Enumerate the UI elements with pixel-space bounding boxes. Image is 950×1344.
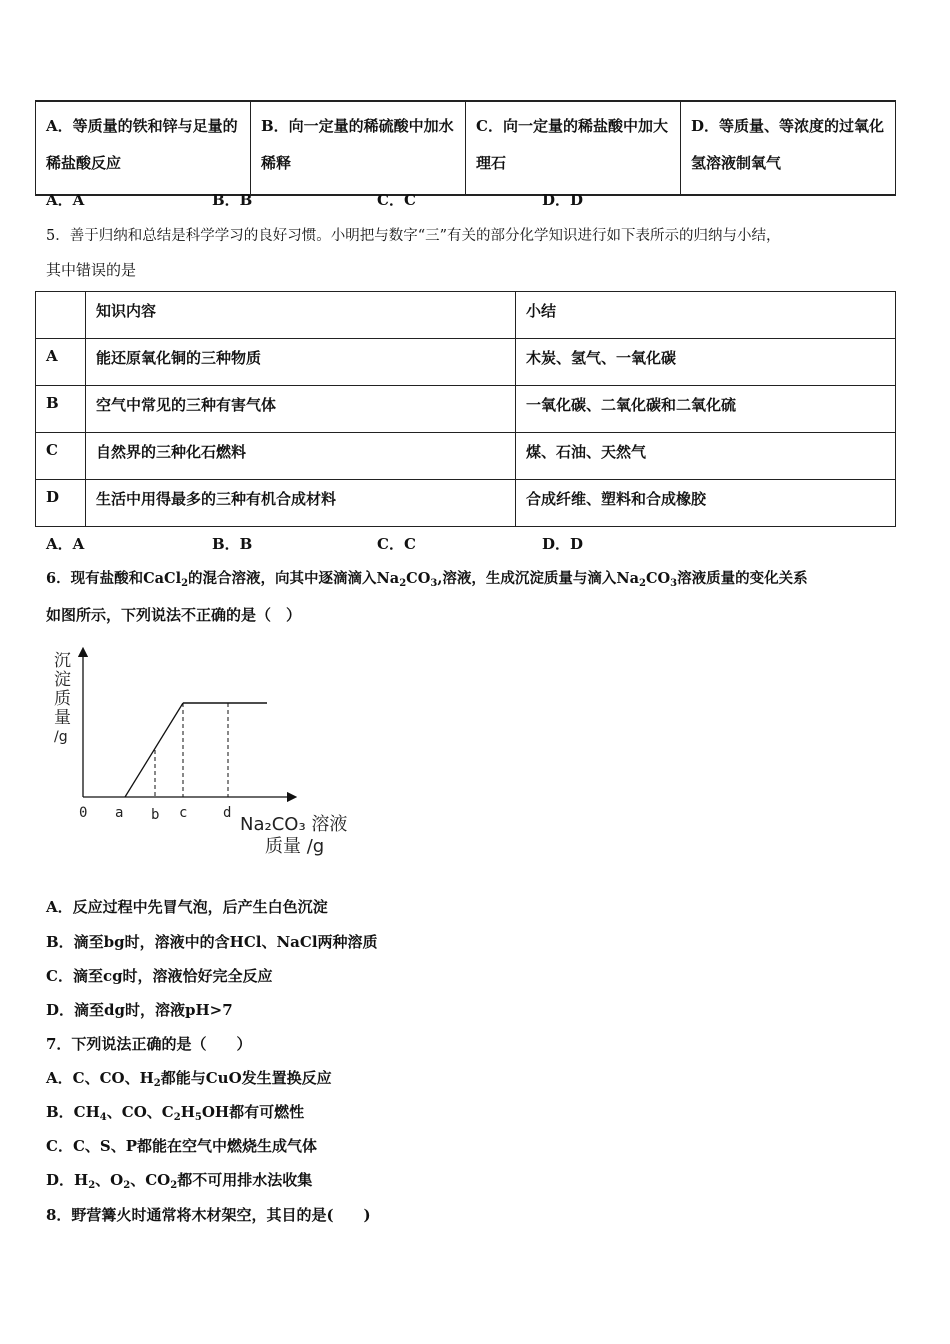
q6-option-d[interactable]: D．滴至dg时，溶液pH>7 [46,1001,233,1019]
x-tick-a: a [115,805,124,821]
y-axis-label [54,652,71,747]
x-tick-c: c [179,805,188,821]
q5-table [35,291,896,527]
subscript: 3 [670,578,678,589]
q6-stem-line1 [46,567,808,589]
x-axis-label-line2: 质量 /g [265,836,325,857]
y-label-char: 沉 [54,651,71,671]
header-cell [36,292,86,339]
q5-option-d[interactable]: D．D [542,535,584,553]
q7-option-c[interactable]: C．C、S、P都能在空气中燃烧生成气体 [46,1137,317,1155]
text: ,溶液，生成沉淀质量与滴入Na [437,570,640,587]
row-content: 生活中用得最多的三种有机合成材料 [86,480,516,527]
row-summary: 合成纤维、塑料和合成橡胶 [516,480,896,527]
y-label-char: 淀 [54,670,71,690]
subscript: 2 [181,578,189,589]
q7-option-a[interactable] [46,1067,332,1089]
text: A．C、CO、H [46,1069,154,1087]
q6-option-b[interactable]: B．滴至bg时，溶液中的含HCl、NaCl两种溶质 [46,933,378,951]
q5-option-b[interactable]: B．B [212,535,253,553]
precipitate-mass-graph [40,640,370,860]
q5-stem-line2: 其中错误的是 [46,261,137,279]
text: 、CO、C [106,1103,174,1121]
q6-stem-line2: 如图所示，下列说法不正确的是（ ） [46,606,302,624]
table-row [36,480,896,527]
subscript: 2 [399,578,407,589]
q4-cell-d: D．等质量、等浓度的过氧化氢溶液制氧气 [681,101,896,195]
q6-option-c[interactable]: C．滴至cg时，溶液恰好完全反应 [46,967,273,985]
y-label-unit: /g [54,729,68,745]
q4-figure-table [35,100,896,196]
y-label-char: 量 [54,708,71,728]
q4-option-c[interactable]: C．C [377,191,416,209]
y-label-char: 质 [54,689,71,709]
row-label: C [36,433,86,480]
row-summary: 一氧化碳、二氧化碳和二氧化硫 [516,386,896,433]
subscript: 2 [153,1078,161,1089]
q4-option-d[interactable]: D．D [542,191,584,209]
row-summary: 煤、石油、天然气 [516,433,896,480]
text: B．CH [46,1103,100,1121]
header-cell: 小结 [516,292,896,339]
q4-cell-b: B．向一定量的稀硫酸中加水稀释 [251,101,466,195]
x-axis-label-line1: Na₂CO₃ 溶液 [240,814,348,835]
row-content: 能还原氧化铜的三种物质 [86,339,516,386]
table-row [36,339,896,386]
text: 都能与CuO发生置换反应 [160,1069,332,1087]
q5-stem-line1: 5．善于归纳和总结是科学学习的良好习惯。小明把与数字“三”有关的部分化学知识进行如下表所示的归纳与小结， [46,228,781,244]
q6-option-a[interactable]: A．反应过程中先冒气泡，后产生白色沉淀 [46,898,328,916]
x-tick-d: d [223,805,232,821]
text: D．H [46,1171,89,1189]
subscript: 2 [173,1112,181,1123]
text: CO [406,570,431,587]
text: 、CO [130,1171,171,1189]
row-label: A [36,339,86,386]
q5-option-c[interactable]: C．C [377,535,416,553]
table-row [36,386,896,433]
q4-option-a[interactable]: A．A [46,191,85,209]
row-content: 空气中常见的三种有害气体 [86,386,516,433]
x-tick-0: 0 [79,805,88,821]
row-label: D [36,480,86,527]
subscript: 5 [194,1112,202,1123]
text: H [180,1103,195,1121]
row-label: B [36,386,86,433]
table-header-row [36,292,896,339]
q7-stem: 7．下列说法正确的是（ ） [46,1035,252,1053]
subscript: 2 [88,1180,96,1191]
text: 6．现有盐酸和CaCl [46,570,182,587]
q5-option-a[interactable]: A．A [46,535,85,553]
q7-option-b[interactable] [46,1101,304,1123]
q4-cell-a: A．等质量的铁和锌与足量的稀盐酸反应 [36,101,251,195]
subscript: 2 [639,578,646,589]
rising-segment [125,703,183,797]
subscript: 2 [170,1180,178,1191]
table-row [36,433,896,480]
text: CO [645,570,671,587]
text: OH都有可燃性 [201,1103,305,1121]
header-cell: 知识内容 [86,292,516,339]
text: 溶液质量的变化关系 [677,570,808,587]
q7-option-d[interactable] [46,1169,312,1191]
row-summary: 木炭、氢气、一氧化碳 [516,339,896,386]
subscript: 2 [123,1180,131,1191]
q8-stem: 8．野营篝火时通常将木材架空，其目的是( ) [46,1206,371,1224]
text: 的混合溶液，向其中逐滴滴入Na [188,570,400,587]
subscript: 4 [99,1112,107,1123]
q4-cell-c: C．向一定量的稀盐酸中加大理石 [466,101,681,195]
row-content: 自然界的三种化石燃料 [86,433,516,480]
subscript: 3 [430,578,438,589]
x-tick-b: b [151,807,160,823]
text: 、O [95,1171,124,1189]
text: 都不可用排水法收集 [177,1171,313,1189]
q4-option-b[interactable]: B．B [212,191,253,209]
